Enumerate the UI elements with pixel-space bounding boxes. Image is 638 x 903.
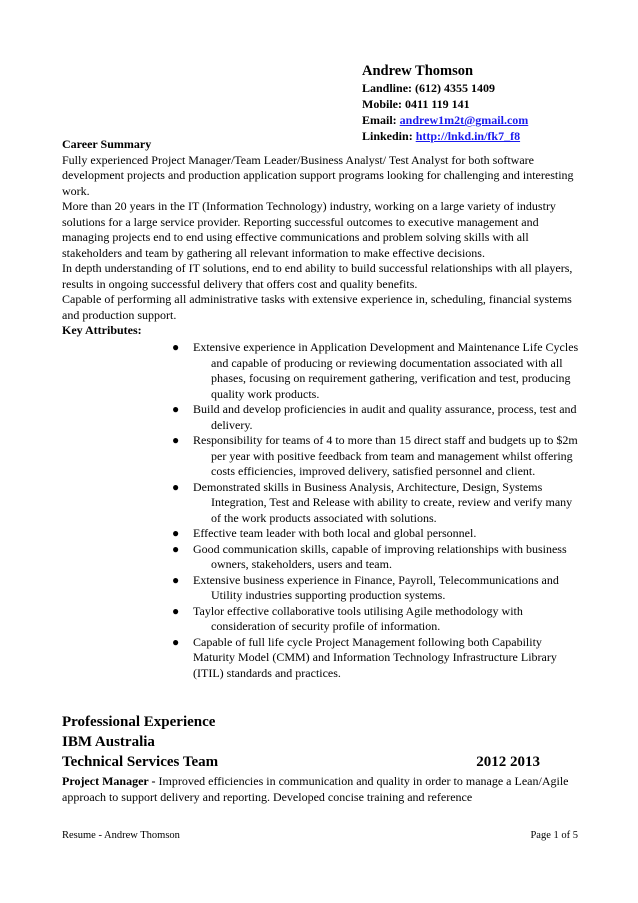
role-title: Project Manager - (62, 774, 159, 788)
career-summary (62, 137, 582, 323)
page-footer (62, 830, 578, 841)
attribute-item: ● Effective team leader with both local and global personnel. (172, 526, 477, 540)
candidate-name: Andrew Thomson (362, 63, 474, 79)
bullet-icon: ● (172, 541, 180, 556)
summary-paragraph: Capable of performing all administrative tasks with extensive experience in, scheduling, financial systems and production support. (62, 292, 572, 322)
footer-left: Resume - Andrew Thomson (62, 830, 180, 841)
linkedin-link[interactable]: http://lnkd.in/fk7_f8 (415, 129, 521, 143)
bullet-icon: ● (172, 402, 180, 416)
team-row (62, 752, 582, 772)
bullet-icon: ● (172, 433, 180, 447)
summary-paragraph: Fully experienced Project Manager/Team Leader/Business Analyst/ Test Analyst for both software development projects and production application support programs looking for challenging and interesting work. (62, 152, 574, 198)
career-summary-heading: Career Summary (62, 137, 152, 151)
role-description (62, 774, 582, 805)
landline: Landline: (612) 4355 1409 (362, 81, 496, 95)
bullet-icon: ● (172, 526, 180, 540)
company-name: IBM Australia (62, 734, 155, 750)
key-attributes-heading: Key Attributes: (62, 323, 142, 337)
attribute-item: ● Responsibility for teams of 4 to more than 15 direct staff and budgets up to $2m per year with positive feedback from team and management whilst offering costs efficiencies, improved delivery, satisfied personnel and client. (172, 433, 578, 478)
mobile: Mobile: 0411 119 141 (362, 97, 470, 111)
attribute-item: ● Demonstrated skills in Business Analysis, Architecture, Design, Systems Integration, Test and Release with ability to create, review and verify many of the work products associated with solutions. (172, 479, 573, 525)
summary-paragraph: More than 20 years in the IT (Information Technology) industry, working on a large variety of industry solutions for a large service provider. Reporting successful outcomes to executive management and managing projects end to end using effective communications and problem solving skills with all stakeholders and team by gathering all relevant information to make effective decisions. (62, 199, 556, 260)
attribute-item: ● Taylor effective collaborative tools utilising Agile methodology with consideration of security profile of information. (172, 603, 523, 633)
role-text: Improved efficiencies in communication and quality in order to manage a Lean/Agile approach to support delivery and reporting. Developed concise training and reference (62, 774, 569, 804)
experience-heading: Professional Experience (62, 714, 216, 730)
attribute-item: ● Capable of full life cycle Project Management following both Capability Maturity Model (CMM) and Information Technology Infrastructure Library (ITIL) standards and practices. (172, 634, 557, 680)
email-label: Email: (362, 113, 400, 127)
bullet-icon: ● (172, 479, 180, 494)
summary-paragraph: In depth understanding of IT solutions, end to end ability to build successful relationships with all players, results in ongoing successful delivery that offers cost and quality benefits. (62, 261, 573, 291)
professional-experience (62, 712, 582, 805)
team-years: 2012 2013 (476, 754, 540, 770)
attribute-item: ● Build and develop proficiencies in audit and quality assurance, process, test and delivery. (172, 402, 577, 432)
bullet-icon: ● (172, 603, 180, 618)
team-name: Technical Services Team (62, 754, 219, 770)
contact-block (362, 62, 528, 144)
page-number: Page 1 of 5 (530, 830, 578, 841)
bullet-icon: ● (172, 572, 180, 587)
attribute-item: ● Extensive business experience in Finance, Payroll, Telecommunications and Utility industries supporting production systems. (172, 572, 559, 602)
key-attributes-list (172, 340, 582, 681)
email-row (362, 112, 528, 128)
linkedin-label: Linkedin: (362, 129, 416, 143)
attribute-item: ● Extensive experience in Application Development and Maintenance Life Cycles and capable of producing or reviewing documentation associated with all phases, focusing on requirement gathering, verification and test, producing quality work products. (172, 340, 579, 401)
attribute-item: ● Good communication skills, capable of improving relationships with business owners, stakeholders, users and team. (172, 541, 567, 571)
email-link[interactable]: andrew1m2t@gmail.com (399, 113, 529, 127)
bullet-icon: ● (172, 634, 180, 649)
bullet-icon: ● (172, 340, 180, 354)
